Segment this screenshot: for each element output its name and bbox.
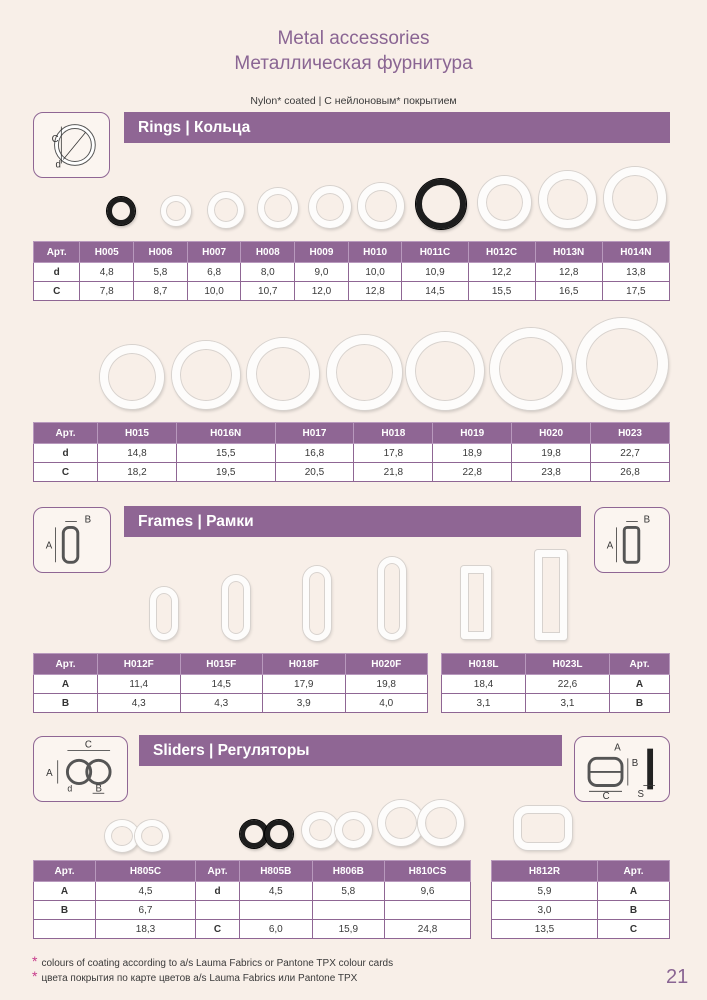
- table-cell: d: [34, 263, 80, 282]
- ring-h005-image: [107, 197, 135, 225]
- slider-h810cs-image: [378, 800, 464, 848]
- table-row: [34, 263, 670, 282]
- table-cell: [385, 901, 471, 920]
- ring-h014n-image: [604, 167, 666, 229]
- table-cell: 10,7: [241, 282, 295, 301]
- ring-h006-image: [161, 196, 191, 226]
- frames-section-band: Frames | Рамки: [124, 506, 581, 537]
- table-header-cell: H010: [348, 242, 402, 263]
- table-cell: 26,8: [591, 463, 670, 482]
- table-cell: 18,9: [433, 444, 512, 463]
- table-cell: 22,8: [433, 463, 512, 482]
- table-header-cell: H005: [80, 242, 134, 263]
- ring-dimension-icon: [33, 112, 110, 178]
- table-row: [34, 463, 670, 482]
- table-row: [34, 920, 471, 939]
- frame-h018l-image: [461, 566, 491, 639]
- table-cell: 13,5: [492, 920, 598, 939]
- table-header-row: [34, 423, 670, 444]
- table-cell: C: [34, 282, 80, 301]
- table-cell: 21,8: [354, 463, 433, 482]
- table-cell: 4,8: [80, 263, 134, 282]
- table-cell: B: [598, 901, 670, 920]
- slider-ring-part: [302, 812, 339, 848]
- table-cell: 18,3: [96, 920, 196, 939]
- table-row: [442, 675, 670, 694]
- table-header-cell: H014N: [602, 242, 669, 263]
- table-header-cell: H805C: [96, 861, 196, 882]
- sliders-section-band: Sliders | Регуляторы: [139, 735, 562, 766]
- table-cell: 23,8: [512, 463, 591, 482]
- table-header-cell: Арт.: [610, 654, 670, 675]
- table-header-cell: Арт.: [34, 654, 98, 675]
- slider-h805b-image: [240, 820, 296, 848]
- ring-h011c-image: [416, 179, 466, 229]
- dimension-label: B: [631, 758, 639, 770]
- table-cell: 17,8: [354, 444, 433, 463]
- ring-icon-label-d: d: [55, 159, 61, 171]
- table-header-cell: H018: [354, 423, 433, 444]
- slider-ring-part: [265, 820, 293, 848]
- ring-h015-image: [100, 345, 164, 409]
- ring-h010-image: [358, 183, 404, 229]
- table-cell: 4,0: [345, 694, 428, 713]
- table-header-cell: H009: [295, 242, 349, 263]
- table-row: [492, 901, 670, 920]
- frame-dimension-icon-left: [33, 507, 111, 573]
- table-header-cell: H018F: [263, 654, 346, 675]
- table-cell: C: [196, 920, 240, 939]
- table-cell: [34, 920, 96, 939]
- dimension-label: B: [95, 783, 102, 795]
- table-header-cell: H018L: [442, 654, 526, 675]
- table-header-cell: H015: [98, 423, 177, 444]
- table-cell: 14,8: [98, 444, 177, 463]
- table-cell: 12,8: [535, 263, 602, 282]
- table-cell: 7,8: [80, 282, 134, 301]
- table-cell: 17,9: [263, 675, 346, 694]
- table-cell: 12,0: [295, 282, 349, 301]
- table-cell: 19,5: [176, 463, 275, 482]
- slider-dimension-icon-right: [574, 736, 670, 802]
- slider-ring-part: [240, 820, 268, 848]
- table-cell: 15,5: [468, 282, 535, 301]
- table-cell: 18,4: [442, 675, 526, 694]
- table-header-cell: H011C: [402, 242, 468, 263]
- asterisk-icon: *: [32, 968, 38, 984]
- table-header-row: [492, 861, 670, 882]
- rings-section-band: Rings | Кольца: [124, 112, 670, 143]
- table-cell: 10,0: [187, 282, 241, 301]
- page-title-en: Metal accessories: [277, 28, 430, 49]
- table-header-row: [442, 654, 670, 675]
- table-cell: 3,1: [442, 694, 526, 713]
- table-cell: 22,7: [591, 444, 670, 463]
- table-header-cell: H810CS: [385, 861, 471, 882]
- table-cell: 8,7: [134, 282, 188, 301]
- asterisk-icon: *: [32, 953, 38, 969]
- dimension-label: A: [46, 767, 53, 779]
- table-row: [34, 444, 670, 463]
- dimension-label: S: [637, 789, 644, 801]
- frames-table-right: [441, 653, 670, 713]
- ring-h017-image: [247, 338, 319, 410]
- table-cell: B: [34, 694, 98, 713]
- slider-h812r-image: [514, 806, 572, 850]
- table-cell: 20,5: [275, 463, 354, 482]
- slider-ring-part: [105, 820, 139, 852]
- table-cell: A: [610, 675, 670, 694]
- ring-h019-image: [406, 332, 484, 410]
- table-header-cell: H006: [134, 242, 188, 263]
- ring-h009-image: [309, 186, 351, 228]
- table-cell: 3,9: [263, 694, 346, 713]
- frames-table-left: [33, 653, 428, 713]
- table-header-cell: H008: [241, 242, 295, 263]
- table-cell: 8,0: [241, 263, 295, 282]
- table-cell: d: [196, 882, 240, 901]
- table-cell: [312, 901, 385, 920]
- table-cell: A: [34, 882, 96, 901]
- frame-h012f-image: [150, 587, 178, 640]
- table-header-cell: Арт.: [196, 861, 240, 882]
- table-cell: 14,5: [402, 282, 468, 301]
- table-header-cell: H015F: [180, 654, 263, 675]
- table-cell: 24,8: [385, 920, 471, 939]
- table-row: [34, 901, 471, 920]
- table-header-cell: H812R: [492, 861, 598, 882]
- table-header-row: [34, 242, 670, 263]
- table-header-cell: H019: [433, 423, 512, 444]
- table-header-cell: Арт.: [34, 861, 96, 882]
- table-row: [34, 675, 428, 694]
- table-cell: 4,5: [240, 882, 313, 901]
- table-cell: 22,6: [526, 675, 610, 694]
- frame-h015f-image: [222, 575, 250, 640]
- table-cell: 5,8: [312, 882, 385, 901]
- table-header-cell: H016N: [176, 423, 275, 444]
- table-cell: 10,9: [402, 263, 468, 282]
- dimension-label: d: [67, 783, 73, 794]
- table-header-cell: H012F: [98, 654, 181, 675]
- sliders-table-right: [491, 860, 670, 939]
- dimension-label: C: [84, 739, 92, 751]
- table-header-cell: Арт.: [34, 423, 98, 444]
- table-cell: 4,3: [98, 694, 181, 713]
- table-cell: 4,5: [96, 882, 196, 901]
- sliders-table-left: [33, 860, 471, 939]
- table-header-row: [34, 654, 428, 675]
- table-header-cell: Арт.: [34, 242, 80, 263]
- table-row: [34, 282, 670, 301]
- rings-table-2: [33, 422, 670, 482]
- table-cell: 15,9: [312, 920, 385, 939]
- table-cell: 13,8: [602, 263, 669, 282]
- slider-ring-part: [418, 800, 464, 846]
- ring-icon-label-c: C: [51, 134, 59, 146]
- ring-h007-image: [208, 192, 244, 228]
- dimension-label: A: [606, 540, 614, 552]
- table-cell: 9,0: [295, 263, 349, 282]
- ring-h023-image: [576, 318, 668, 410]
- table-cell: [196, 901, 240, 920]
- table-row: [34, 694, 428, 713]
- table-cell: 18,2: [98, 463, 177, 482]
- ring-h013n-image: [539, 171, 596, 228]
- table-cell: 12,8: [348, 282, 402, 301]
- frame-h023l-image: [535, 550, 567, 640]
- slider-ring-part: [335, 812, 372, 848]
- table-cell: 5,8: [134, 263, 188, 282]
- table-header-cell: Арт.: [598, 861, 670, 882]
- table-cell: A: [34, 675, 98, 694]
- ring-h016n-image: [172, 341, 240, 409]
- table-cell: C: [34, 463, 98, 482]
- table-row: [492, 920, 670, 939]
- table-cell: 16,5: [535, 282, 602, 301]
- table-header-cell: H023: [591, 423, 670, 444]
- table-cell: 6,8: [187, 263, 241, 282]
- ring-h012c-image: [478, 176, 531, 229]
- table-header-cell: H013N: [535, 242, 602, 263]
- table-cell: d: [34, 444, 98, 463]
- slider-h805c-image: [105, 820, 171, 852]
- dimension-label: B: [643, 514, 651, 526]
- table-cell: 19,8: [345, 675, 428, 694]
- table-cell: 6,7: [96, 901, 196, 920]
- table-header-cell: H020F: [345, 654, 428, 675]
- table-cell: 4,3: [180, 694, 263, 713]
- table-cell: [240, 901, 313, 920]
- dimension-label: B: [84, 514, 92, 526]
- page-title-ru: Металлическая фурнитура: [234, 53, 473, 74]
- table-cell: 9,6: [385, 882, 471, 901]
- table-cell: B: [34, 901, 96, 920]
- frame-h020f-image: [378, 557, 406, 640]
- rings-table-1: [33, 241, 670, 301]
- table-cell: B: [610, 694, 670, 713]
- table-header-cell: H023L: [526, 654, 610, 675]
- table-header-row: [34, 861, 471, 882]
- footnote-en: * colours of coating according to a/s Lauma Fabrics or Pantone TPX colour cards: [32, 953, 394, 969]
- table-cell: 3,1: [526, 694, 610, 713]
- slider-h806b-image: [302, 812, 374, 848]
- table-cell: 12,2: [468, 263, 535, 282]
- table-cell: C: [598, 920, 670, 939]
- table-cell: 15,5: [176, 444, 275, 463]
- ring-h008-image: [258, 188, 298, 228]
- table-cell: A: [598, 882, 670, 901]
- table-cell: 6,0: [240, 920, 313, 939]
- table-row: [34, 882, 471, 901]
- page-subtitle: Nylon* coated | С нейлоновым* покрытием: [250, 95, 457, 107]
- table-row: [492, 882, 670, 901]
- frame-h018f-image: [303, 566, 331, 641]
- table-header-cell: H806B: [312, 861, 385, 882]
- table-cell: 5,9: [492, 882, 598, 901]
- table-cell: 17,5: [602, 282, 669, 301]
- table-header-cell: H017: [275, 423, 354, 444]
- table-header-cell: H012C: [468, 242, 535, 263]
- slider-dimension-icon-left: [33, 736, 128, 802]
- table-cell: 3,0: [492, 901, 598, 920]
- table-header-cell: H007: [187, 242, 241, 263]
- table-cell: 11,4: [98, 675, 181, 694]
- table-cell: 10,0: [348, 263, 402, 282]
- table-header-cell: H020: [512, 423, 591, 444]
- dimension-label: A: [614, 742, 621, 754]
- table-cell: 14,5: [180, 675, 263, 694]
- slider-ring-part: [135, 820, 169, 852]
- page-number: 21: [666, 966, 689, 988]
- dimension-label: A: [45, 540, 53, 552]
- table-row: [442, 694, 670, 713]
- table-header-cell: H805B: [240, 861, 313, 882]
- ring-h018-image: [327, 335, 402, 410]
- table-cell: 19,8: [512, 444, 591, 463]
- frame-dimension-icon-right: [594, 507, 670, 573]
- ring-h020-image: [490, 328, 572, 410]
- table-cell: 16,8: [275, 444, 354, 463]
- dimension-label: C: [602, 791, 610, 801]
- footnote-ru: * цвета покрытия по карте цветов a/s Lauma Fabrics или Pantone TPX: [32, 968, 358, 984]
